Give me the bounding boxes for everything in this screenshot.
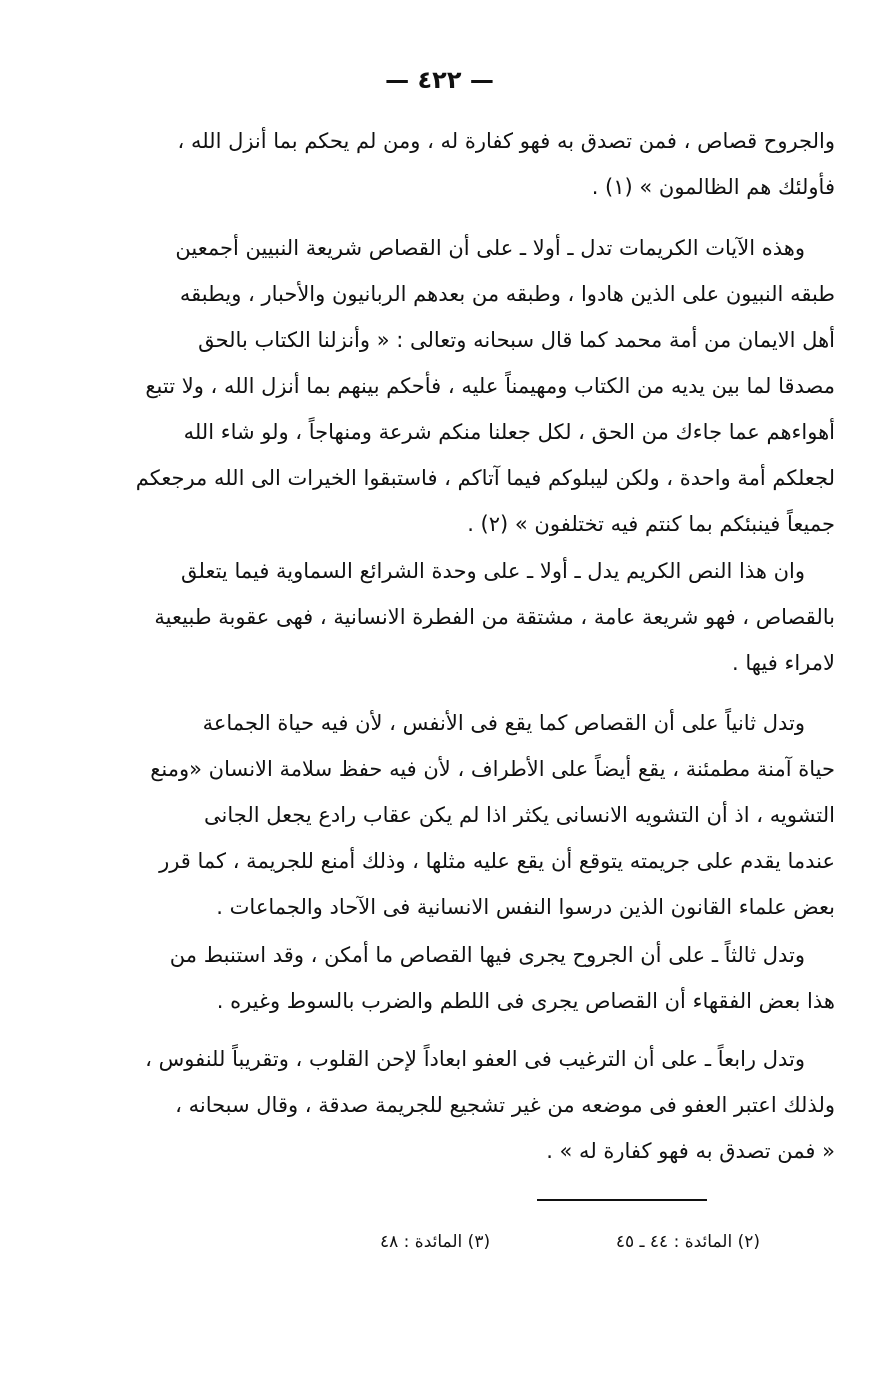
text-line: هذا بعض الفقهاء أن القصاص يجرى فى اللطم والضرب بالسوط وغيره . (216, 989, 835, 1013)
text-line: « فمن تصدق به فهو كفارة له » . (546, 1139, 835, 1163)
text-line: أهواءهم عما جاءك من الحق ، لكل جعلنا منكم شرعة ومنهاجاً ، ولو شاء الله (183, 420, 835, 444)
text-line: أهل الايمان من أمة محمد كما قال سبحانه وتعالى : « وأنزلنا الكتاب بالحق (198, 328, 835, 352)
paragraph-third-point (40, 932, 835, 1024)
text-line: لامراء فيها . (731, 651, 835, 675)
page-number: — ٤٢٢ — (385, 66, 494, 94)
text-line: حياة آمنة مطمئنة ، يقع أيضاً على الأطراف ، لأن فيه حفظ سلامة الانسان «ومنع (150, 757, 835, 781)
text-line: فأولئك هم الظالمون » (١) . (591, 175, 835, 199)
paragraph-unity-of-laws (40, 548, 835, 686)
text-line: وتدل رابعاً ـ على أن الترغيب فى العفو ابعاداً لإحن القلوب ، وتقريباً للنفوس ، (145, 1047, 805, 1071)
text-line: مصدقا لما بين يديه من الكتاب ومهيمناً عليه ، فأحكم بينهم بما أنزل الله ، ولا تتبع (145, 374, 835, 398)
text-line: والجروح قصاص ، فمن تصدق به فهو كفارة له ، ومن لم يحكم بما أنزل الله ، (177, 129, 835, 153)
footnote: (٣) المائدة : ٤٨ (380, 1232, 491, 1252)
paragraph-quran-continuation (40, 118, 835, 210)
text-line: وتدل ثانياً على أن القصاص كما يقع فى الأنفس ، لأن فيه حياة الجماعة (202, 711, 805, 735)
footnote-divider (537, 1199, 707, 1201)
text-line: ولذلك اعتبر العفو فى موضعه من غير تشجيع للجريمة صدقة ، وقال سبحانه ، (175, 1093, 835, 1117)
footnotes (380, 1232, 760, 1252)
text-line: بالقصاص ، فهو شريعة عامة ، مشتقة من الفطرة الانسانية ، فهى عقوبة طبيعية (154, 605, 835, 629)
text-line: جميعاً فينبئكم بما كنتم فيه تختلفون » (٢) . (467, 512, 835, 536)
text-line: طبقه النبيون على الذين هادوا ، وطبقه من بعدهم الربانيون والأحبار ، ويطبقه (179, 282, 835, 306)
text-line: وتدل ثالثاً ـ على أن الجروح يجرى فيها القصاص ما أمكن ، وقد استنبط من (169, 943, 805, 967)
paragraph-second-point (40, 700, 835, 930)
text-line: وهذه الآيات الكريمات تدل ـ أولا ـ على أن القصاص شريعة النبيين أجمعين (175, 236, 805, 260)
text-line: وان هذا النص الكريم يدل ـ أولا ـ على وحدة الشرائع السماوية فيما يتعلق (180, 559, 805, 583)
text-line: التشويه ، اذ أن التشويه الانسانى يكثر اذا لم يكن عقاب رادع يجعل الجانى (204, 803, 835, 827)
text-line: عندما يقدم على جريمته يتوقع أن يقع عليه مثلها ، وذلك أمنع للجريمة ، كما قرر (159, 849, 835, 873)
paragraph-verses-indicate (40, 225, 835, 547)
text-line: بعض علماء القانون الذين درسوا النفس الانسانية فى الآحاد والجماعات . (216, 895, 835, 919)
text-line: لجعلكم أمة واحدة ، ولكن ليبلوكم فيما آتاكم ، فاستبقوا الخيرات الى الله مرجعكم (135, 466, 835, 490)
footnote: (٢) المائدة : ٤٤ ـ ٤٥ (615, 1232, 760, 1252)
paragraph-fourth-point (40, 1036, 835, 1174)
